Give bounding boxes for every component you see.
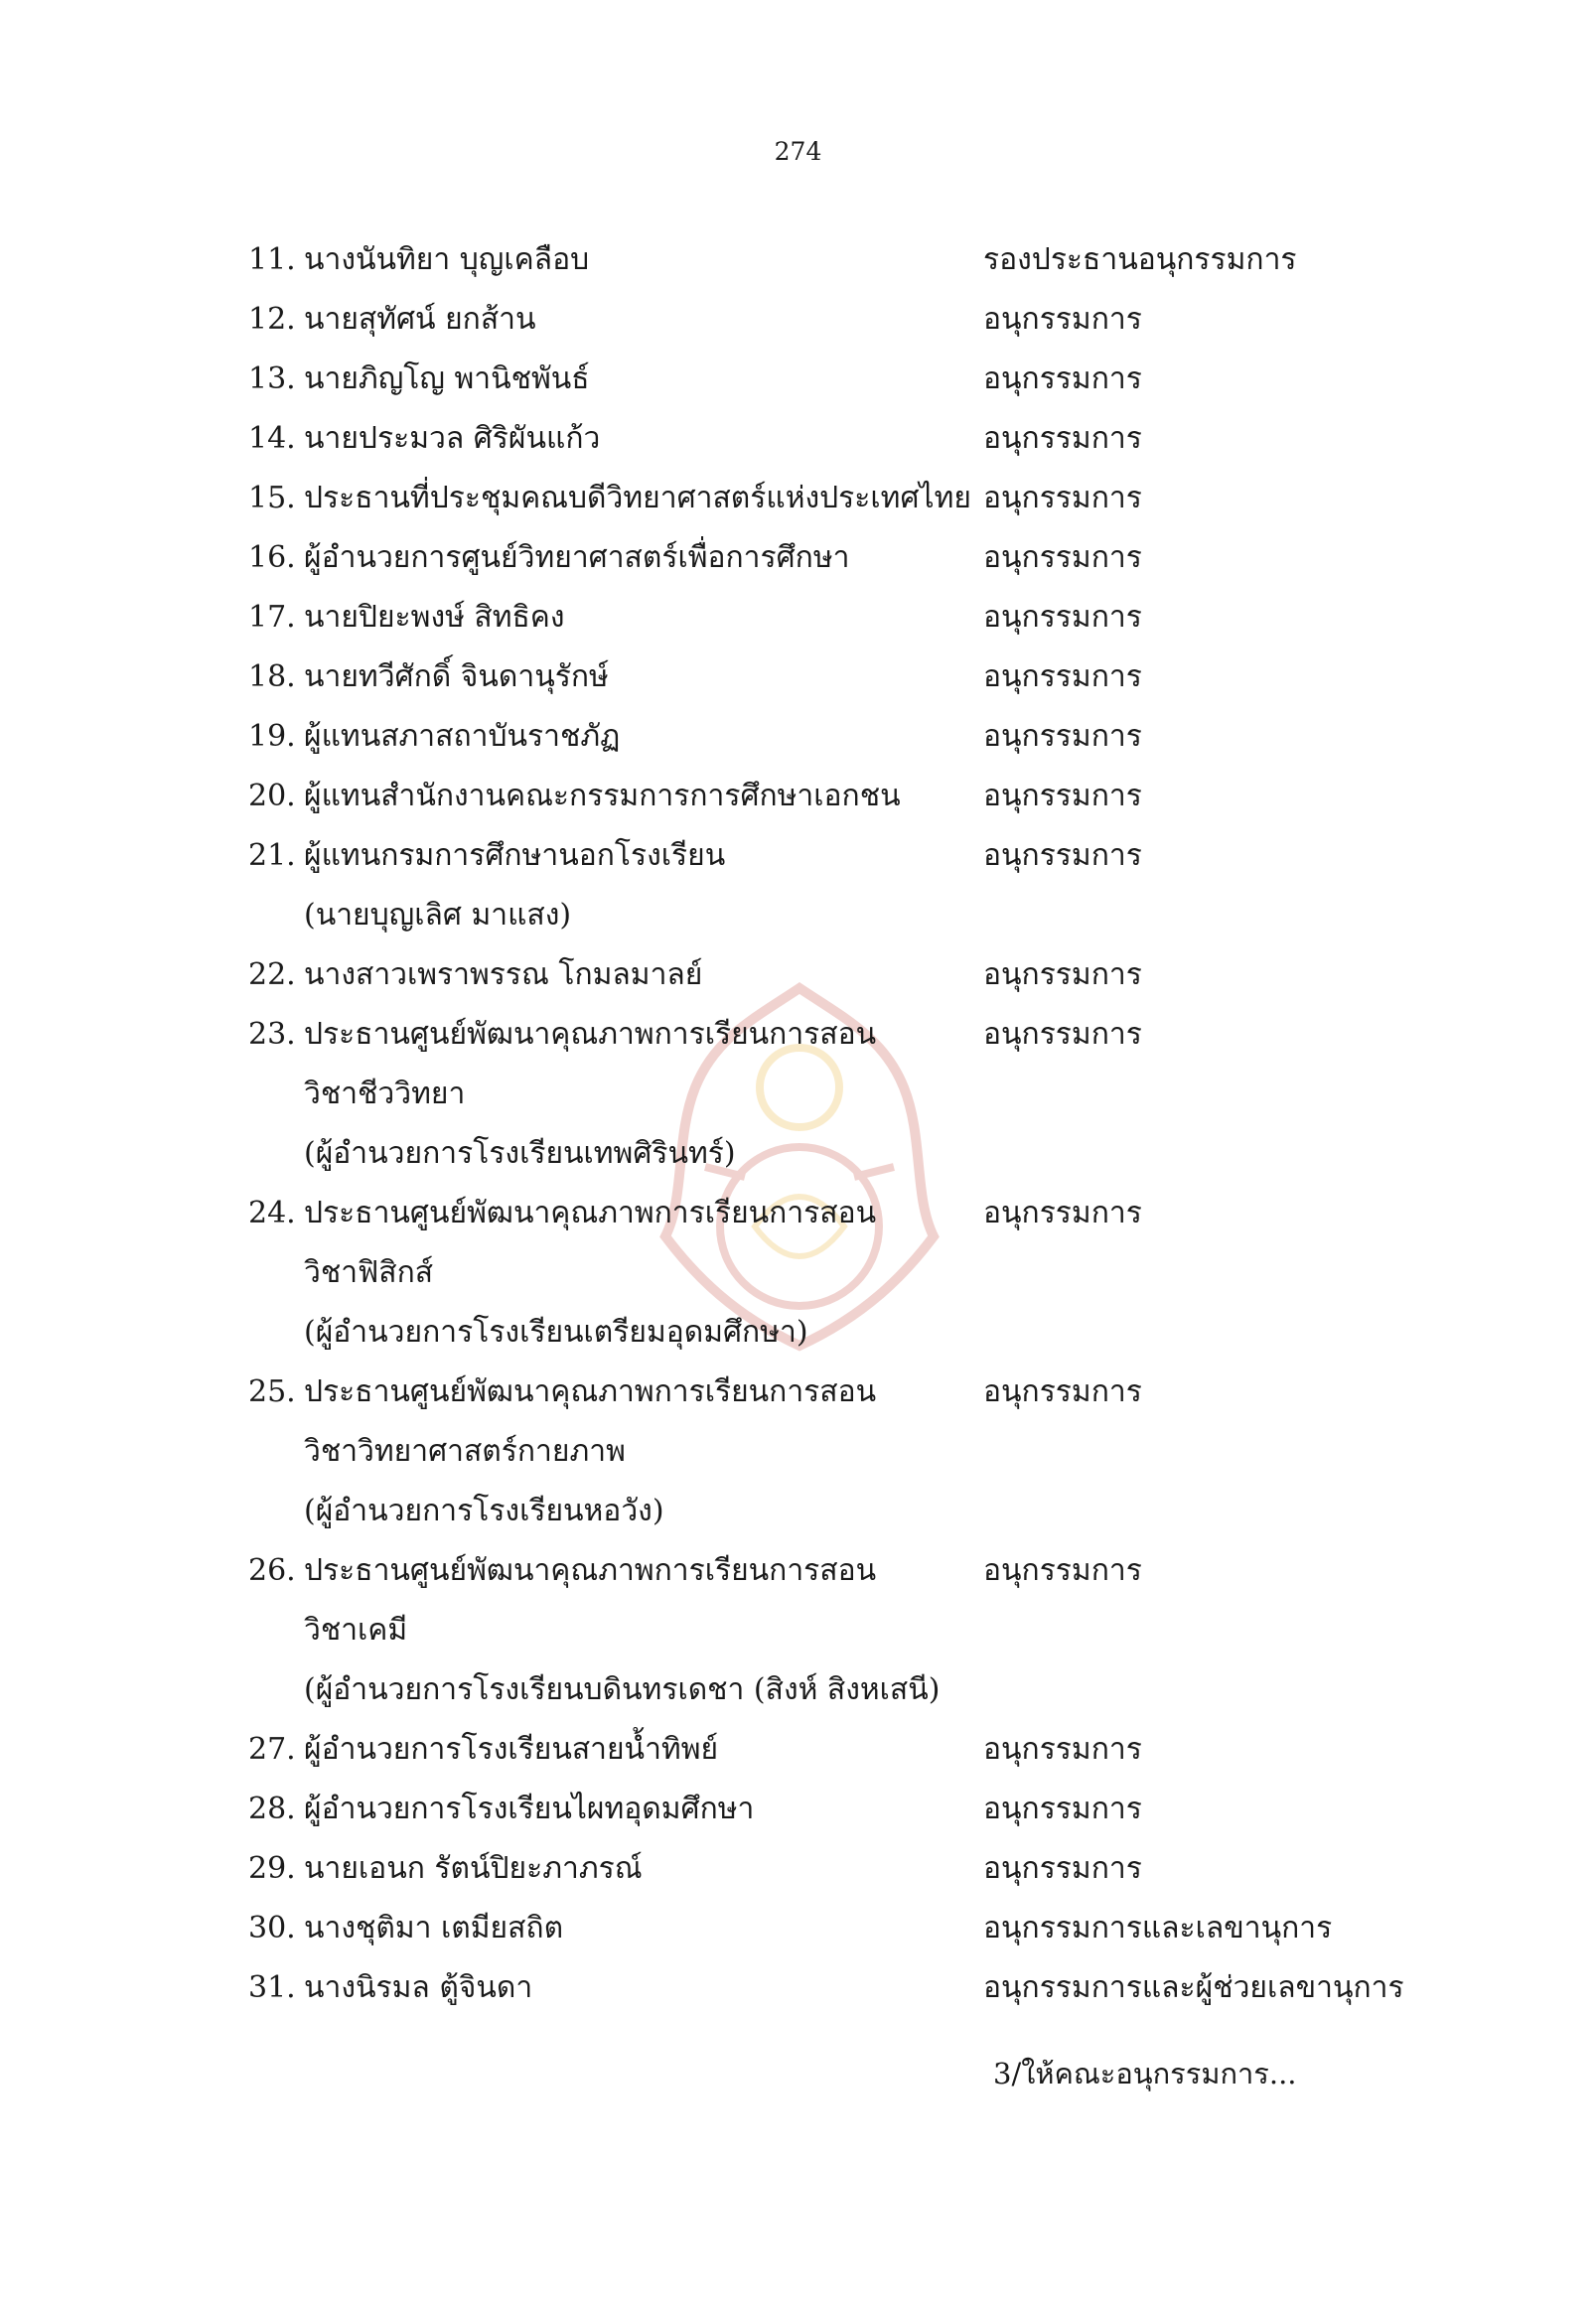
entry-line [248, 1005, 1420, 1065]
member-name: นางชุติมา เตมียสถิต [304, 1911, 564, 1945]
member-role: อนุกรรมการ [983, 1732, 1142, 1767]
committee-entry [248, 1780, 1420, 1839]
member-name: ผู้อำนวยการศูนย์วิทยาศาสตร์เพื่อการศึกษา [304, 540, 850, 575]
entry-line [248, 350, 1420, 409]
member-role: อนุกรรมการ [983, 1017, 1142, 1052]
member-name: ผู้อำนวยการโรงเรียนสายน้ำทิพย์ [304, 1732, 719, 1767]
member-name: ประธานศูนย์พัฒนาคุณภาพการเรียนการสอน [304, 1374, 877, 1409]
member-name: นายสุทัศน์ ยกส้าน [304, 302, 536, 337]
entry-line [248, 1958, 1420, 2018]
entry-number: 28. [248, 1792, 296, 1826]
member-name: นายเอนก รัตน์ปิยะภาภรณ์ [304, 1851, 643, 1886]
committee-entry [248, 1720, 1420, 1780]
entry-continuation-line [248, 1065, 1420, 1124]
committee-entry [248, 945, 1420, 1005]
entry-number: 13. [248, 361, 296, 396]
member-detail: วิชาเคมี [304, 1613, 408, 1648]
member-detail: (นายบุญเลิศ มาแสง) [304, 898, 572, 933]
committee-entry [248, 767, 1420, 826]
entry-line [248, 648, 1420, 707]
entry-number: 12. [248, 302, 296, 337]
entry-number: 18. [248, 659, 296, 694]
entry-number: 17. [248, 600, 296, 635]
entry-line [248, 1780, 1420, 1839]
member-role: อนุกรรมการ [983, 957, 1142, 992]
member-detail: วิชาชีววิทยา [304, 1077, 466, 1111]
member-role: รองประธานอนุกรรมการ [983, 242, 1297, 277]
member-role: อนุกรรมการและเลขานุการ [983, 1911, 1333, 1945]
member-name: ผู้แทนสภาสถาบันราชภัฏ [304, 719, 621, 754]
member-name: ผู้อำนวยการโรงเรียนไผทอุดมศึกษา [304, 1792, 755, 1826]
entry-line [248, 1899, 1420, 1958]
entry-number: 21. [248, 838, 296, 873]
entry-line [248, 469, 1420, 528]
committee-entry [248, 707, 1420, 767]
entry-number: 27. [248, 1732, 296, 1767]
member-role: อนุกรรมการ [983, 1196, 1142, 1230]
member-name: นางนิรมล ตู้จินดา [304, 1970, 533, 2005]
member-role: อนุกรรมการ [983, 540, 1142, 575]
entry-number: 31. [248, 1970, 296, 2005]
committee-entry [248, 1363, 1420, 1541]
entry-number: 19. [248, 719, 296, 754]
member-role: อนุกรรมการ [983, 1374, 1142, 1409]
committee-entry [248, 1899, 1420, 1958]
committee-entry [248, 588, 1420, 648]
entry-line [248, 1184, 1420, 1243]
member-role: อนุกรรมการ [983, 719, 1142, 754]
member-role: อนุกรรมการ [983, 361, 1142, 396]
entry-line [248, 826, 1420, 886]
member-detail: (ผู้อำนวยการโรงเรียนเทพศิรินทร์) [304, 1136, 736, 1171]
entry-line [248, 1541, 1420, 1601]
entry-number: 14. [248, 421, 296, 456]
member-name: ประธานที่ประชุมคณบดีวิทยาศาสตร์แห่งประเทศไทย [304, 481, 971, 515]
member-name: นางสาวเพราพรรณ โกมลมาลย์ [304, 957, 703, 992]
member-name: ประธานศูนย์พัฒนาคุณภาพการเรียนการสอน [304, 1196, 877, 1230]
entry-number: 26. [248, 1553, 296, 1588]
entry-continuation-line [248, 1660, 1420, 1720]
member-role: อนุกรรมการ [983, 779, 1142, 813]
entry-continuation-line [248, 1124, 1420, 1184]
committee-entry [248, 1541, 1420, 1720]
entry-line [248, 1720, 1420, 1780]
committee-entry [248, 826, 1420, 945]
entry-continuation-line [248, 1482, 1420, 1541]
member-role: อนุกรรมการและผู้ช่วยเลขานุการ [983, 1970, 1404, 2005]
entry-line [248, 767, 1420, 826]
member-detail: (ผู้อำนวยการโรงเรียนเตรียมอุดมศึกษา) [304, 1315, 808, 1350]
entry-line [248, 528, 1420, 588]
entry-line [248, 707, 1420, 767]
member-detail: วิชาฟิสิกส์ [304, 1255, 434, 1290]
member-name: ผู้แทนสำนักงานคณะกรรมการการศึกษาเอกชน [304, 779, 901, 813]
entry-number: 11. [248, 242, 296, 277]
entry-continuation-line [248, 1422, 1420, 1482]
member-name: ประธานศูนย์พัฒนาคุณภาพการเรียนการสอน [304, 1553, 877, 1588]
entry-number: 15. [248, 481, 296, 515]
member-role: อนุกรรมการ [983, 600, 1142, 635]
committee-entry [248, 1005, 1420, 1184]
committee-entry [248, 230, 1420, 290]
member-name: นายทวีศักดิ์ จินดานุรักษ์ [304, 659, 609, 694]
committee-entry [248, 350, 1420, 409]
committee-entry [248, 409, 1420, 469]
member-role: อนุกรรมการ [983, 481, 1142, 515]
committee-entry [248, 469, 1420, 528]
committee-entry [248, 1184, 1420, 1363]
member-role: อนุกรรมการ [983, 1792, 1142, 1826]
committee-member-list [248, 230, 1420, 2018]
entry-number: 16. [248, 540, 296, 575]
member-name: ผู้แทนกรมการศึกษานอกโรงเรียน [304, 838, 726, 873]
entry-line [248, 945, 1420, 1005]
entry-continuation-line [248, 1243, 1420, 1303]
member-detail: วิชาวิทยาศาสตร์กายภาพ [304, 1434, 626, 1469]
entry-number: 20. [248, 779, 296, 813]
entry-number: 30. [248, 1911, 296, 1945]
entry-number: 29. [248, 1851, 296, 1886]
member-role: อนุกรรมการ [983, 421, 1142, 456]
entry-number: 22. [248, 957, 296, 992]
continuation-note: 3/ให้คณะอนุกรรมการ... [993, 2057, 1297, 2090]
member-role: อนุกรรมการ [983, 1553, 1142, 1588]
member-role: อนุกรรมการ [983, 659, 1142, 694]
member-role: อนุกรรมการ [983, 302, 1142, 337]
entry-continuation-line [248, 1303, 1420, 1363]
entry-continuation-line [248, 1601, 1420, 1660]
committee-entry [248, 1839, 1420, 1899]
committee-entry [248, 528, 1420, 588]
committee-entry [248, 648, 1420, 707]
entry-number: 25. [248, 1374, 296, 1409]
member-detail: (ผู้อำนวยการโรงเรียนบดินทรเดชา (สิงห์ สิงหเสนี) [304, 1672, 941, 1707]
entry-line [248, 588, 1420, 648]
entry-line [248, 409, 1420, 469]
member-role: อนุกรรมการ [983, 1851, 1142, 1886]
page-number: 274 [774, 137, 822, 166]
member-detail: (ผู้อำนวยการโรงเรียนหอวัง) [304, 1494, 664, 1528]
entry-line [248, 230, 1420, 290]
member-name: นางนันทิยา บุญเคลือบ [304, 242, 590, 277]
entry-number: 24. [248, 1196, 296, 1230]
committee-entry [248, 1958, 1420, 2018]
committee-entry [248, 290, 1420, 350]
member-name: นายปิยะพงษ์ สิทธิคง [304, 600, 565, 635]
member-name: ประธานศูนย์พัฒนาคุณภาพการเรียนการสอน [304, 1017, 877, 1052]
member-name: นายประมวล ศิริผันแก้ว [304, 421, 601, 456]
member-name: นายภิญโญ พานิชพันธ์ [304, 361, 590, 396]
entry-line [248, 1363, 1420, 1422]
entry-line [248, 290, 1420, 350]
entry-continuation-line [248, 886, 1420, 945]
entry-number: 23. [248, 1017, 296, 1052]
entry-line [248, 1839, 1420, 1899]
member-role: อนุกรรมการ [983, 838, 1142, 873]
